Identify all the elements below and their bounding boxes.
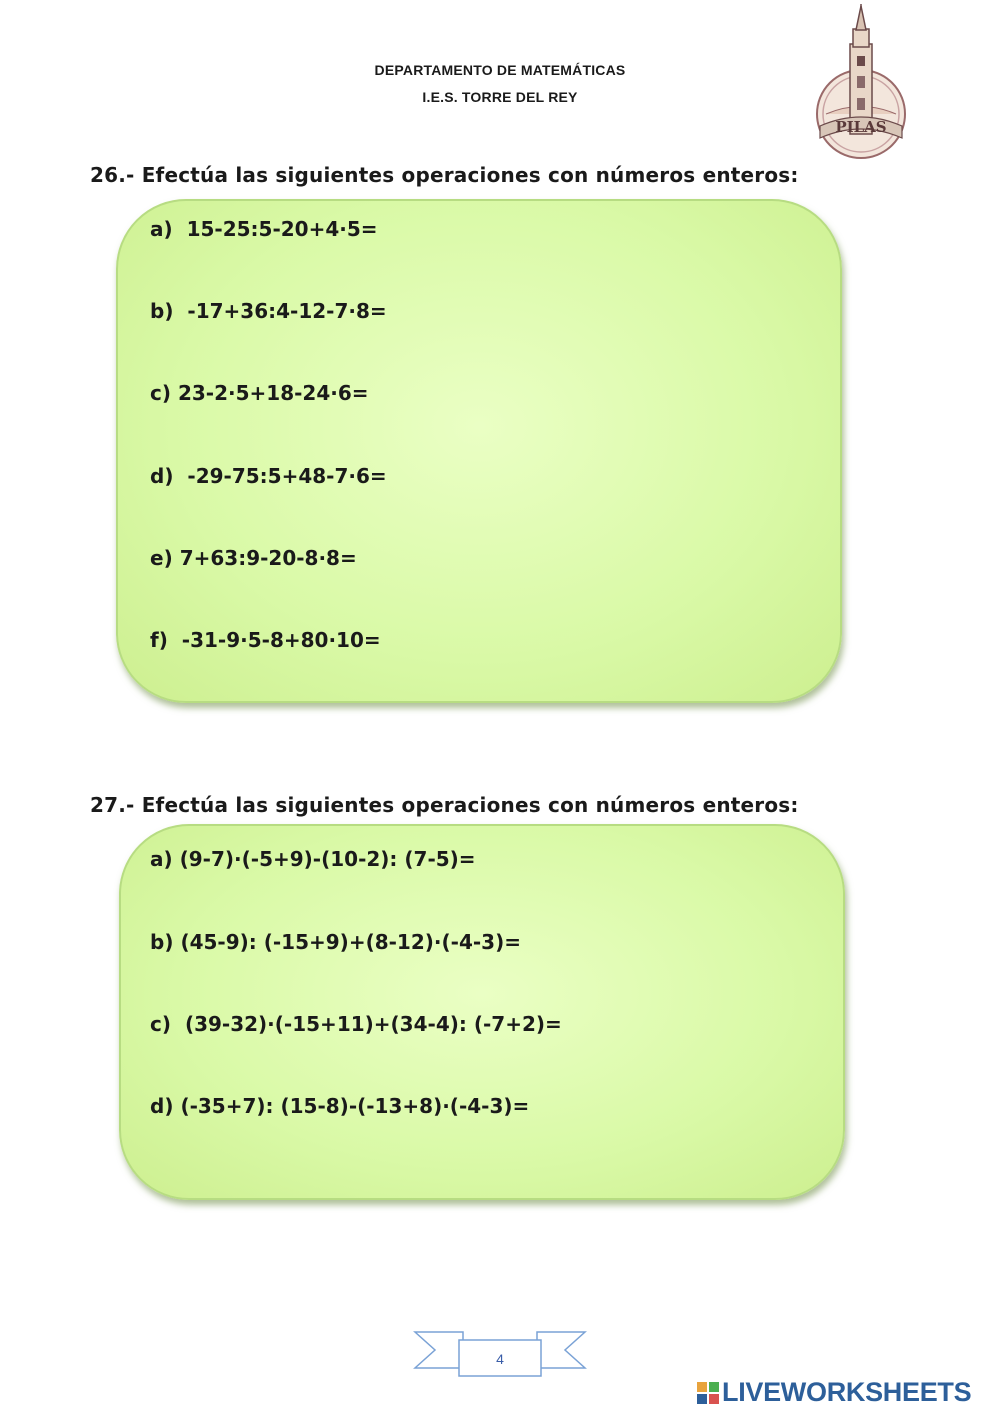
- exercise-26-item-f: [150, 628, 381, 652]
- item-label: b): [150, 299, 174, 323]
- item-label: d): [150, 1094, 174, 1118]
- item-expression: (-35+7): (15-8)-(-13+8)·(-4-3)=: [180, 1094, 530, 1118]
- item-label: a): [150, 847, 173, 871]
- item-label: f): [150, 628, 168, 652]
- brand-name: LIVEWORKSHEETS: [722, 1377, 972, 1407]
- item-expression: -31-9·5-8+80·10=: [181, 628, 381, 652]
- item-label: b): [150, 930, 174, 954]
- school-logo: [806, 4, 916, 164]
- exercise-27-item-a: [150, 847, 476, 871]
- item-label: c): [150, 381, 171, 405]
- item-label: c): [150, 1012, 171, 1036]
- liveworksheets-logo-icon: [697, 1382, 719, 1404]
- exercise-26-item-a: [150, 217, 378, 241]
- exercise-27-item-b: [150, 930, 521, 954]
- page-number: 4: [496, 1351, 504, 1367]
- item-label: d): [150, 464, 174, 488]
- item-expression: 23-2·5+18-24·6=: [177, 381, 369, 405]
- department-heading: DEPARTAMENTO DE MATEMÁTICAS: [374, 62, 626, 78]
- exercise-27-item-d: [150, 1094, 529, 1118]
- item-expression: (9-7)·(-5+9)-(10-2): (7-5)=: [179, 847, 476, 871]
- logo-text: PILAS: [835, 118, 887, 136]
- item-label: a): [150, 217, 173, 241]
- item-expression: (45-9): (-15+9)+(8-12)·(-4-3)=: [180, 930, 521, 954]
- exercise-27-title: 27.- Efectúa las siguientes operaciones con números enteros:: [90, 793, 799, 817]
- item-expression: (39-32)·(-15+11)+(34-4): (-7+2)=: [184, 1012, 562, 1036]
- liveworksheets-brand: [697, 1377, 971, 1408]
- exercise-26-item-e: [150, 546, 357, 570]
- item-expression: -17+36:4-12-7·8=: [187, 299, 387, 323]
- exercise-26-item-d: [150, 464, 387, 488]
- item-expression: -29-75:5+48-7·6=: [187, 464, 387, 488]
- item-label: e): [150, 546, 173, 570]
- exercise-26-item-b: [150, 299, 387, 323]
- item-expression: 7+63:9-20-8·8=: [179, 546, 357, 570]
- exercise-26-title: 26.- Efectúa las siguientes operaciones con números enteros:: [90, 163, 799, 187]
- exercise-26-item-c: [150, 381, 369, 405]
- exercise-27-item-c: [150, 1012, 562, 1036]
- item-expression: 15-25:5-20+4·5=: [186, 217, 378, 241]
- school-name: I.E.S. TORRE DEL REY: [422, 89, 578, 105]
